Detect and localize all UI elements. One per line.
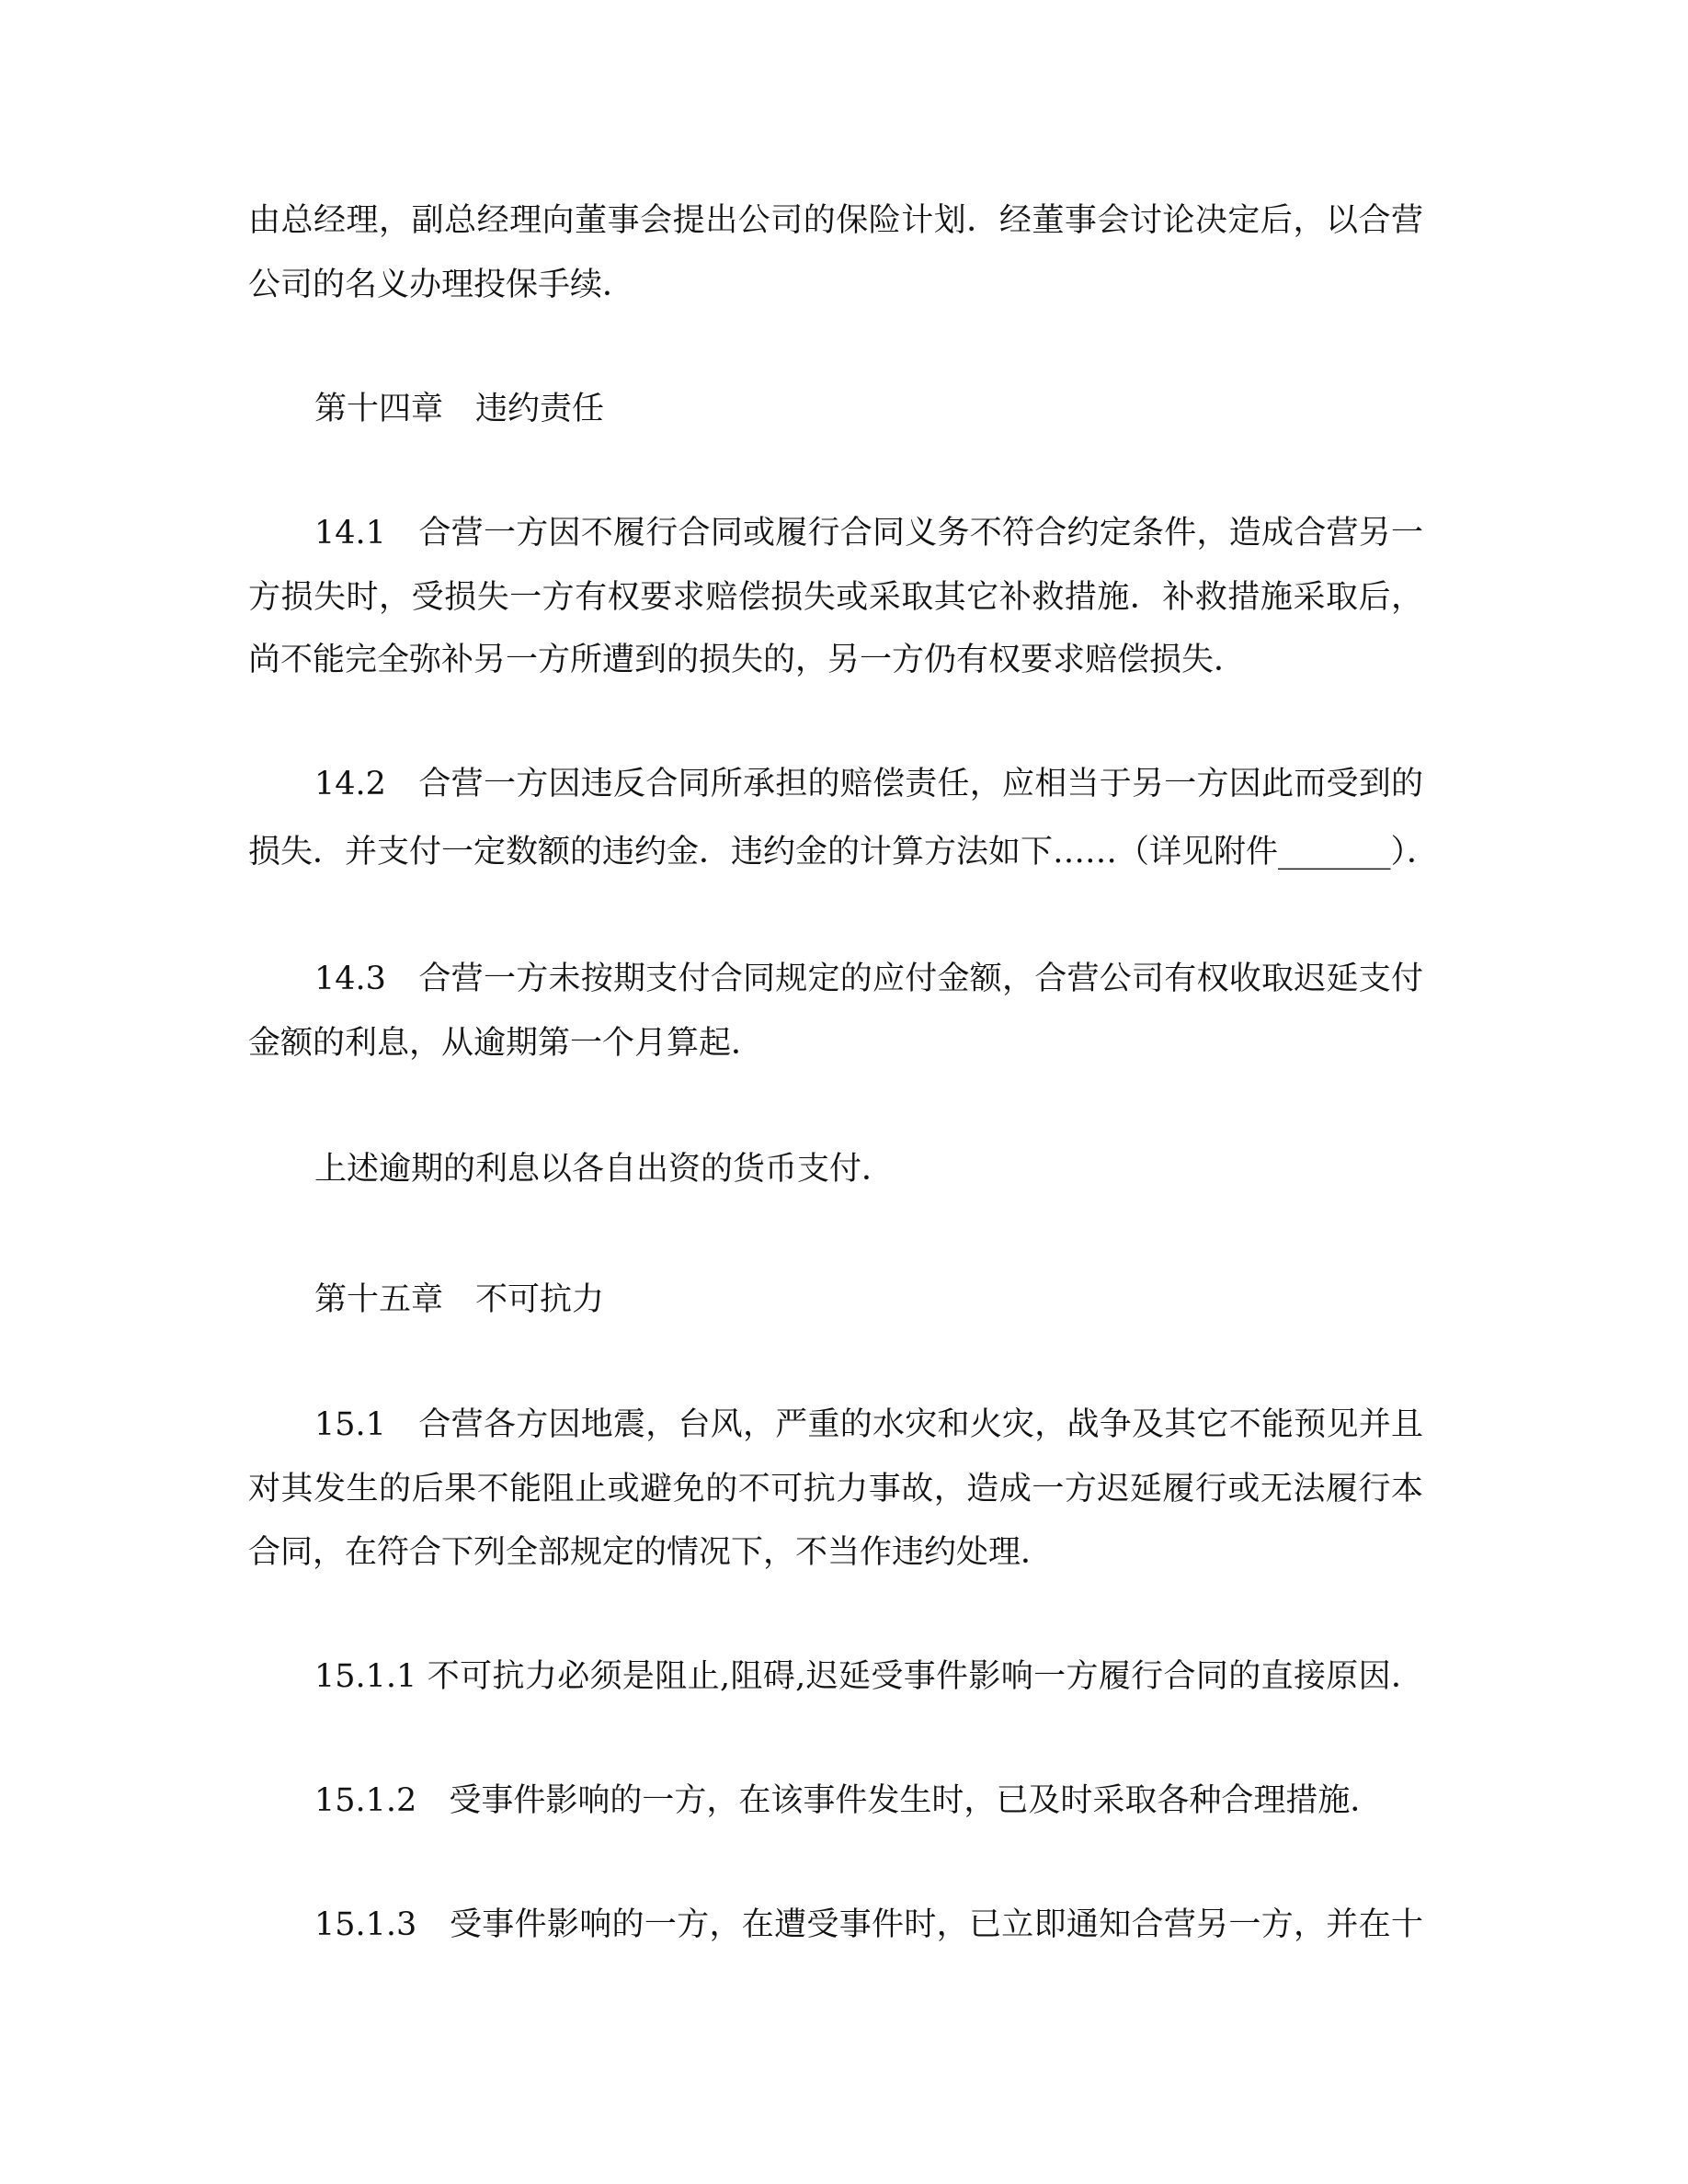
clause-14-1-line: 14.1 合营一方因不履行合同或履行合同义务不符合约定条件，造成合营另一 [314, 515, 1423, 552]
clause-14-1-line: 尚不能完全弥补另一方所遭到的损失的，另一方仍有权要求赔偿损失． [248, 642, 1247, 678]
paragraph-insurance-plan-line: 由总经理，副总经理向董事会提出公司的保险计划．经董事会讨论决定后，以合营 [248, 202, 1423, 239]
paragraph-insurance-plan-line: 公司的名义办理投保手续． [248, 267, 635, 303]
clause-14-2-line: 14.2 合营一方因违反合同所承担的赔偿责任，应相当于另一方因此而受到的 [314, 766, 1423, 802]
clause-14-3-line: 金额的利息，从逾期第一个月算起． [248, 1025, 764, 1062]
clause-14-3-line: 14.3 合营一方未按期支付合同规定的应付金额，合营公司有权收取迟延支付 [314, 961, 1423, 997]
clause-15-1-2-text: 15.1.2 受事件影响的一方，在该事件发生时，已及时采取各种合理措施． [314, 1782, 1383, 1819]
clause-15-1-line: 对其发生的后果不能阻止或避免的不可抗力事故，造成一方迟延履行或无法履行本 [248, 1471, 1423, 1507]
clause-15-1-line: 合同，在符合下列全部规定的情况下，不当作违约处理． [248, 1534, 1054, 1571]
chapter-15-heading: 第十五章 不可抗力 [314, 1281, 605, 1318]
clause-15-1-1-text: 15.1.1 不可抗力必须是阻止,阻碍,迟延受事件影响一方履行合同的直接原因． [314, 1658, 1423, 1695]
clause-14-2-line: 损失．并支付一定数额的违约金．违约金的计算方法如下……（详见附件_______）． [248, 834, 1440, 870]
clause-15-1-3-text: 15.1.3 受事件影响的一方，在遭受事件时，已立即通知合营另一方，并在十 [314, 1906, 1423, 1943]
clause-14-1-line: 方损失时，受损失一方有权要求赔偿损失或采取其它补救措施．补救措施采取后， [248, 579, 1423, 616]
clause-15-1-line: 15.1 合营各方因地震，台风，严重的水灾和火灾，战争及其它不能预见并且 [314, 1406, 1423, 1443]
interest-currency-text: 上述逾期的利息以各自出资的货币支付． [314, 1151, 895, 1188]
chapter-14-heading: 第十四章 违约责任 [314, 391, 605, 427]
